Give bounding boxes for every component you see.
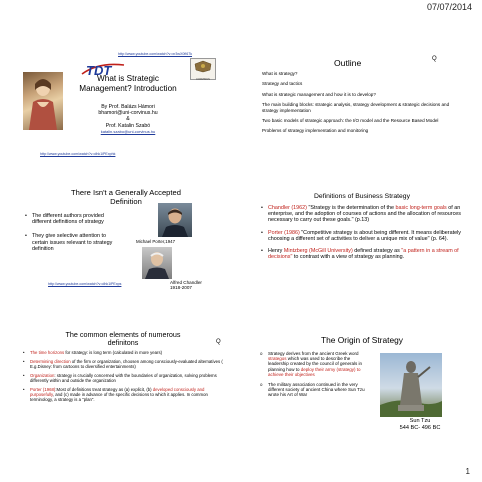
slide4-bullets [260,205,464,263]
outline-item: The main building blocks: strategic analysis, strategy development & strategic decisions and strategy implementation [262,102,450,113]
text: The military association continued in the very different society of ancient China where Sun Tzu wrote his Art of War [268,382,365,398]
svg-text:TDT: TDT [86,63,112,78]
sun-tzu-statue-photo [380,353,442,417]
print-date: 07/07/2014 [426,2,472,12]
youtube-link[interactable]: http://www.youtube.com/watch?v=dhk1iPExps [48,282,122,286]
slide5-title-line1: The common elements of numerous [65,330,181,339]
highlight: deploy their army (strategy) to achieve their objectives [268,366,361,377]
slide-common-elements [20,325,232,444]
porter-photo [158,203,192,237]
bullet-porter [260,230,464,242]
slide3-title-line1: There Isn't a Generally Accepted [71,188,181,197]
slide5-title-line2: definitons [107,338,139,348]
author-2: Prof. Katalin Szabó [105,122,151,129]
bullet-chandler [260,205,464,224]
text: for strategy: is long term (calculated in more years) [64,350,163,355]
slide5-bullets [22,350,228,405]
slide3-bullets [24,213,114,255]
highlight: developed consciously and purposefully [30,387,205,397]
caption-porter: Michael Porter,1947 [136,239,176,244]
caption-chandler [170,280,202,291]
caption-years: 544 BC- 496 BC [399,424,441,431]
slide1-title-line1: What is Strategic [97,74,159,83]
bullet [22,373,228,383]
outline-item: Two basic models of strategic approach: the I/O model and the Resource Based Model [262,118,439,124]
highlight: Organization [30,373,55,378]
text: defined strategy as [352,248,402,255]
man-portrait-icon [142,247,172,279]
outline-item: What is strategic management and how it is to develop? [262,91,376,97]
slide1-title [68,74,188,93]
slide5-title [20,331,226,348]
statue-icon [380,353,442,417]
text: "Competitive strategy is about being different. It means deliberately choosing a different set of activities to deliver a unique mix of value" (p. 64). [268,229,461,242]
chandler-photo [142,247,172,279]
slide2-title: Outline [334,58,362,68]
bullet: • The different authors provided different definitions of strategy [24,213,114,225]
slide3-title-line2: Definition [110,196,142,206]
text: of an enterprise, and the adoption of courses of actions and the allocation of resources necessary to carry out these goals." (p.13) [268,205,461,224]
man-portrait-icon [158,203,192,237]
porter-citation: Porter (1986) [268,229,300,236]
crest-label: CORVINUS [196,78,210,81]
bullet-mintzberg [260,248,464,260]
highlight: Porter (1968) [30,387,56,392]
highlight: basic long-term goals [395,205,447,211]
highlight: "a pattern in a stream of decisions" [268,248,459,261]
email-2[interactable]: katalin.szabo@uni-corvinus.hu [100,128,156,134]
chandler-citation: Chandler (1962) [268,205,307,211]
author-1: By Prof. Balázs Hámori [101,104,155,110]
slide-title [20,52,232,171]
highlight: strategos [268,356,287,362]
highlight: Determining direction [30,359,71,364]
slide6-bullets [260,351,370,401]
text: , and (c) made in advance of the specific decisions to which it applies. In common terminology, a strategy is a "plan". [30,392,208,402]
slide-outline [256,52,468,171]
bullet [22,387,228,402]
slide-definitions [256,185,468,304]
text: :Most of definitions treat strategy as (a) explicit, (b) [55,387,153,392]
youtube-link-top[interactable]: http://www.youtube.com/watch?v=xr3wX0fi67k [118,52,193,56]
corvinus-crest [190,58,216,80]
bullet: • They give selective attention to certain issues relevant to strategy definition [24,233,114,252]
bullet [260,382,370,398]
slide4-title: Definitions of Business Strategy [314,193,410,200]
text: to contrast with a view of strategy as planning. [292,254,405,261]
slide6-title: The Origin of Strategy [321,335,403,345]
crest-icon [191,59,215,73]
slide1-title-line2: Management? Introduction [79,83,177,93]
slide-no-general-definition [20,185,232,304]
slide-origin-of-strategy [256,325,468,444]
outline-item: Problems of strategy implementation and monitoring [262,128,369,134]
slide3-title [20,189,232,207]
mintzberg-citation: Mintzberg (McGill University) [283,248,353,255]
outline-list [262,71,462,139]
bullet [260,351,370,377]
text: Strategy derives from the ancient Greek word [268,351,359,356]
caption-name: Sun Tzu [409,418,431,424]
text: which was used to describe the leadership created by the council of generals in planning how to [268,356,363,372]
text: : strategy is crucially concerned with the boundaries of organization, solving problems differently within and outside the organization [30,373,217,383]
text: Henry [268,248,284,255]
slide-nav-icon: Ԛ [432,56,437,62]
caption-chandler-years: 1918-2007 [170,285,192,291]
text: of the firm or organization, choosen among consciously-evaluated alternatives ( E.g.Disney: from cartoons to diversified entertainments) [30,359,223,369]
bullet [22,350,228,355]
caption-sun-tzu [380,418,460,431]
woman-portrait-icon [23,72,63,130]
youtube-link-bottom[interactable]: http://www.youtube.com/watch?v=dhk1iPExphk [40,152,116,156]
email-1[interactable]: bhamori@uni-corvinus.hu [98,110,158,117]
slide-nav-icon: Ԛ [216,339,221,345]
page-number: 1 [465,467,470,476]
bullet [22,359,228,369]
slide1-authors [68,104,188,135]
outline-item: Strategy and tactics [262,81,303,87]
highlight: The time horizons [30,350,65,355]
caption-chandler-name: Alfred Chandler [170,280,202,285]
text: "Strategy is the determination of the [306,205,396,211]
outline-item: What is strategy? [262,71,298,76]
ampersand: & [126,116,130,123]
portrait-photo [23,72,63,130]
